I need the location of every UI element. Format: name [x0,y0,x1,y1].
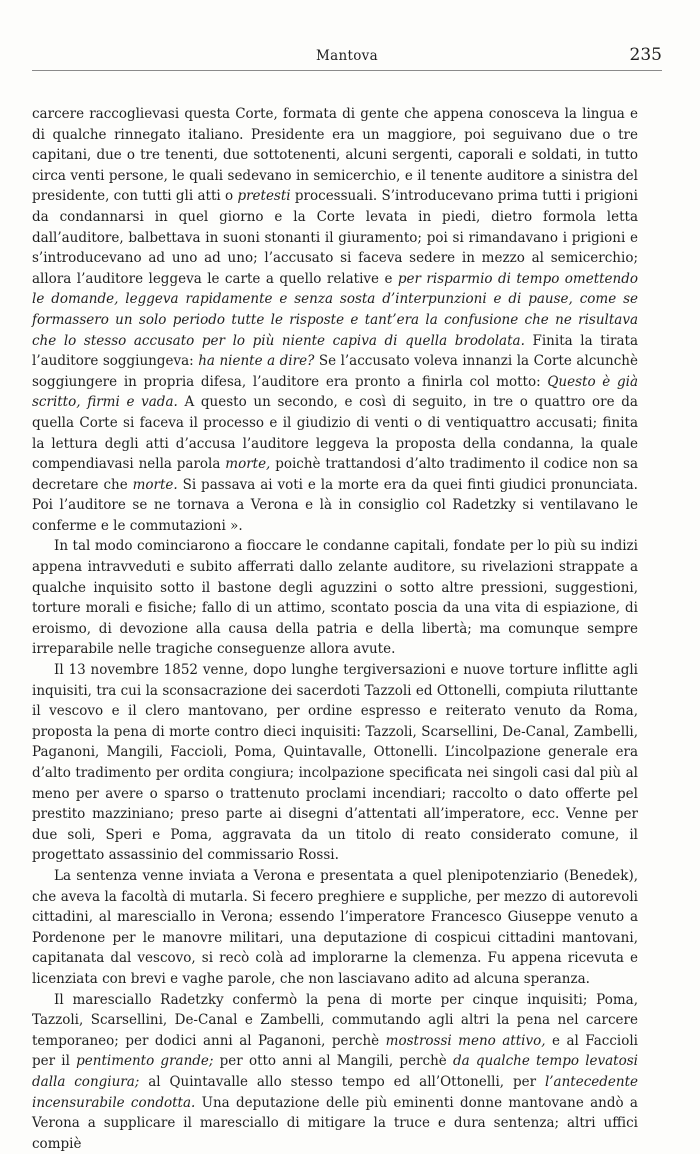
paragraph [32,536,638,660]
text-run: Una deputazione delle più eminenti donne mantovane andò a Verona a supplicare il maresciallo di mitigare la truce e dura sentenza; altri uffici compiè [32,1094,638,1152]
italic-text: l’antecedente incensurabile condotta. [32,1073,638,1111]
text-run: In tal modo cominciarono a fioccare le condanne capitali, fondate per lo più su indizi appena intravveduti e subito afferrati dallo zelante auditore, su rivelazioni strappate a qualche inquisito sotto il bastone degli aguzzini o sotto altre pressioni, suggestioni, torture morali e fisiche; fallo di un attimo, scontato poscia da una vita di espiazione, di eroismo, di devozione alla causa della patria e della libertà; ma comunque sempre irreparabile nelle tragiche conseguenze allora avute. [32,538,638,658]
italic-text: Questo è già scritto, firmi e vada. [32,373,638,411]
text-run: per otto anni al Mangili, perchè [213,1053,453,1070]
text-run: La sentenza venne inviata a Verona e presentata a quel plenipotenziario (Benedek), che aveva la facoltà di mutarla. Si fecero preghiere e suppliche, per mezzo di autorevoli cittadini, al maresciallo in Verona; essendo l’imperatore Francesco Giuseppe venuto a Pordenone per le manovre militari, una deputazione di cospicui cittadini mantovani, capitanata dal vescovo, si recò colà ad implorarne la clemenza. Fu appena ricevuta e licenziata con brevi e vaghe parole, che non lasciavano adito ad alcuna speranza. [32,867,638,987]
text-run: processuali. S’introducevano prima tutti i prigioni da condannarsi in quel giorno e la Corte levata in piedi, dietro formola letta dall’auditore, balbettava in suoni stonanti il giuramento; poi si rimandavano i prigioni e s’introducevano ad uno ad uno; l’accusato si faceva sedere in mezzo al semicerchio; allora l’auditore leggeva le carte a quello relative e [32,188,639,287]
paragraph [32,104,638,536]
text-run: Il 13 novembre 1852 venne, dopo lunghe tergiversazioni e nuove torture inflitte agli inquisiti, tra cui la sconsacrazione dei sacerdoti Tazzoli ed Ottonelli, compiuta riluttante il vescovo e il clero mantovano, per ordine espresso e reiterato venuto da Roma, proposta la pena di morte contro dieci inquisiti: Tazzoli, Scarsellini, De-Canal, Zambelli, Paganoni, Mangili, Faccioli, Poma, Quintavalle, Ottonelli. L’incolpazione generale era d’alto tradimento per ordita congiura; incolpazione specificata nei singoli casi dal più al meno per avere o sparso o trattenuto proclami incendiari; raccolto o dato offerte pel prestito mazziniano; preso parte ai disegni d’attentati all’imperatore, ecc. Venne per due soli, Speri e Poma, aggravata da un titolo di reato considerato comune, il progettato assassinio del commissario Rossi. [32,662,638,864]
paragraph [32,660,638,866]
text-run: carcere raccoglievasi questa Corte, formata di gente che appena conosceva la lingua e di qualche rinnegato italiano. Presidente era un maggiore, poi seguivano due o tre capitani, due o tre tenenti, due sottotenenti, alcuni sergenti, caporali e soldati, in tutto circa venti persone, le quali sedevano in semicerchio, e il tenente auditore a sinistra del presidente, con tutti gli atti o [32,106,638,205]
italic-text: per risparmio di tempo omettendo le domande, leggeva rapidamente e senza sosta d’interpunzioni e di pause, come se formassero un solo periodo tutte le risposte e tant’era la confusione che ne risultava che lo stesso accusato per lo più niente capiva di quella brodolata. [32,270,638,349]
text-run: al Quintavalle allo stesso tempo ed all’Ottonelli, per [139,1073,545,1090]
page-header [32,46,662,71]
italic-text: pentimento grande; [76,1053,214,1070]
body-text [32,104,638,1154]
italic-text: da qualche tempo levatosi dalla congiura; [32,1053,638,1090]
text-run: e al Faccioli per il [32,1032,638,1070]
text-run: A questo un secondo, e così di seguito, in tre o quattro ore da quella Corte si faceva il processo e il giudizio di venti o di ventiquattro accusati; finita la lettura degli atti d’accusa l’auditore leggeva la proposta della condanna, la quale compendiavasi nella parola [32,394,638,473]
text-run: poichè trattandosi d’alto tradimento il codice non sa decretare che [32,456,639,493]
text-run: Il maresciallo Radetzky confermò la pena di morte per cinque inquisiti; Poma, Tazzoli, Scarsellini, De-Canal e Zambelli, commutando agli altri la pena nel carcere temporaneo; per dodici anni al Paganoni, perchè [32,991,638,1049]
paragraph [32,990,638,1154]
text-run: Se l’accusato voleva innanzi la Corte alcunchè soggiungere in propria difesa, l’auditore era pronto a finirla col motto: [32,353,638,390]
italic-text: morte, [225,456,271,473]
italic-text: pretesti [237,188,291,205]
text-run: Si passava ai voti e la morte era da quei finti giudici pronunciata. Poi l’auditore se ne tornava a Verona e là in consiglio col Radetzky si ventilavano le conferme e le commutazioni ». [32,476,638,534]
italic-text: ha niente a dire? [198,353,315,370]
italic-text: mostrossi meno attivo, [385,1032,546,1049]
italic-text: morte. [132,476,178,493]
running-title: Mantova [316,48,378,64]
paragraph [32,866,638,990]
page-number: 235 [629,45,662,65]
text-run: Finita la tirata l’auditore soggiungeva: [32,332,638,370]
